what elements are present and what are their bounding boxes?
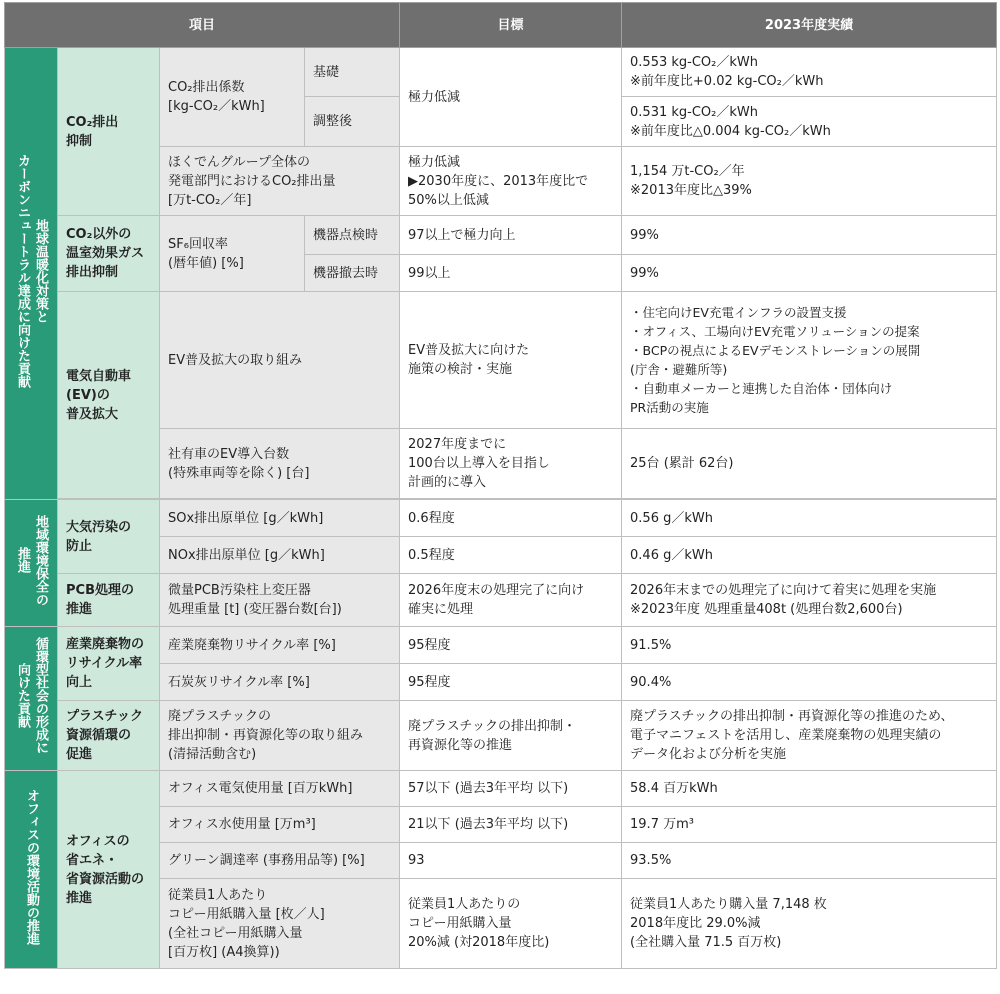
- table-row: [5, 574, 997, 627]
- sf6-inspect-target: 97以上で極力向上: [400, 216, 622, 255]
- table-row: [5, 701, 997, 771]
- co2-coef-target: 極力低減: [400, 48, 622, 147]
- elec-label: オフィス電気使用量 [百万kWh]: [160, 771, 400, 807]
- gypsum-result: 90.4%: [622, 664, 997, 701]
- green-target: 93: [400, 843, 622, 879]
- ev-car-label: 社有車のEV導入台数 (特殊車両等を除く) [台]: [160, 429, 400, 499]
- table-row: [5, 216, 997, 255]
- table-row: [5, 500, 997, 537]
- sub-waste: 産業廃棄物の リサイクル率 向上: [58, 627, 160, 701]
- co2-adj: 調整後: [305, 97, 400, 147]
- sub-ghg: CO₂以外の 温室効果ガス 排出抑制: [58, 216, 160, 292]
- plastic-target: 廃プラスチックの排出抑制・ 再資源化等の推進: [400, 701, 622, 771]
- sub-co2: CO₂排出 抑制: [58, 48, 160, 216]
- ev-car-result: 25台 (累計 62台): [622, 429, 997, 499]
- sox-target: 0.6程度: [400, 500, 622, 537]
- elec-target: 57以下 (過去3年平均 以下): [400, 771, 622, 807]
- table-row: [5, 292, 997, 429]
- co2-group-label: ほくでんグループ全体の 発電部門におけるCO₂排出量 [万t-CO₂／年]: [160, 147, 400, 216]
- co2-group-result: 1,154 万t-CO₂／年 ※2013年度比△39%: [622, 147, 997, 216]
- header-target: 目標: [400, 3, 622, 48]
- sf6-inspect: 機器点検時: [305, 216, 400, 255]
- environment-targets-table: [4, 2, 997, 969]
- water-label: オフィス水使用量 [万m³]: [160, 807, 400, 843]
- sf6-label: SF₆回収率 (暦年値) [%]: [160, 216, 305, 292]
- sub-air: 大気汚染の 防止: [58, 500, 160, 574]
- plastic-result: 廃プラスチックの排出抑制・再資源化等の推進のため、 電子マニフェストを活用し、産業廃棄物の処理実績の データ化および分析を実施: [622, 701, 997, 771]
- category-office: オフィスの環境活動の推進: [5, 771, 58, 969]
- sub-plastic: プラスチック 資源循環の 促進: [58, 701, 160, 771]
- category-climate: 地球温暖化対策と カーボンニュートラル達成に向けた貢献: [5, 48, 58, 500]
- table-row: [5, 771, 997, 807]
- elec-result: 58.4 百万kWh: [622, 771, 997, 807]
- green-label: グリーン調達率 (事務用品等) [%]: [160, 843, 400, 879]
- category-regional: 地域環境保全の 推進: [5, 500, 58, 627]
- waste-label: 産業廃棄物リサイクル率 [%]: [160, 627, 400, 664]
- paper-target: 従業員1人あたりの コピー用紙購入量 20%減 (対2018年度比): [400, 879, 622, 969]
- sox-result: 0.56 g／kWh: [622, 500, 997, 537]
- co2-base-result: 0.553 kg-CO₂／kWh ※前年度比+0.02 kg-CO₂／kWh: [622, 48, 997, 97]
- sub-ev: 電気自動車 (EV)の 普及拡大: [58, 292, 160, 499]
- co2-base: 基礎: [305, 48, 400, 97]
- paper-result: 従業員1人あたり購入量 7,148 枚 2018年度比 29.0%減 (全社購入量 71.5 百万枚): [622, 879, 997, 969]
- nox-result: 0.46 g／kWh: [622, 537, 997, 574]
- sox-label: SOx排出原単位 [g／kWh]: [160, 500, 400, 537]
- ev-effort-target: EV普及拡大に向けた 施策の検討・実施: [400, 292, 622, 429]
- green-result: 93.5%: [622, 843, 997, 879]
- sf6-remove: 機器撤去時: [305, 255, 400, 292]
- table-row: [5, 627, 997, 664]
- header-row: [5, 3, 997, 48]
- paper-label: 従業員1人あたり コピー用紙購入量 [枚／人] (全社コピー用紙購入量 [百万枚] (A4換算)): [160, 879, 400, 969]
- nox-target: 0.5程度: [400, 537, 622, 574]
- waste-target: 95程度: [400, 627, 622, 664]
- ev-effort-result: ・住宅向けEV充電インフラの設置支援 ・オフィス、工場向けEV充電ソリューションの提案 ・BCPの視点によるEVデモンストレーションの展開 (庁舎・避難所等) ・自動車メーカーと連携した自治体・団体向け PR活動の実施: [622, 292, 997, 429]
- pcb-target: 2026年度末の処理完了に向け 確実に処理: [400, 574, 622, 627]
- co2-coef-label: CO₂排出係数 [kg-CO₂／kWh]: [160, 48, 305, 147]
- gypsum-label: 石炭灰リサイクル率 [%]: [160, 664, 400, 701]
- pcb-label: 微量PCB汚染柱上変圧器 処理重量 [t] (変圧器台数[台]): [160, 574, 400, 627]
- sf6-inspect-result: 99%: [622, 216, 997, 255]
- water-target: 21以下 (過去3年平均 以下): [400, 807, 622, 843]
- sub-office: オフィスの 省エネ・ 省資源活動の 推進: [58, 771, 160, 969]
- sub-pcb: PCB処理の 推進: [58, 574, 160, 627]
- ev-car-target: 2027年度までに 100台以上導入を目指し 計画的に導入: [400, 429, 622, 499]
- co2-adj-result: 0.531 kg-CO₂／kWh ※前年度比△0.004 kg-CO₂／kWh: [622, 97, 997, 147]
- sf6-remove-target: 99以上: [400, 255, 622, 292]
- category-circular: 循環型社会の形成に 向けた貢献: [5, 627, 58, 771]
- co2-group-target: 極力低減 ▶2030年度に、2013年度比で 50%以上低減: [400, 147, 622, 216]
- ev-effort-label: EV普及拡大の取り組み: [160, 292, 400, 429]
- waste-result: 91.5%: [622, 627, 997, 664]
- water-result: 19.7 万m³: [622, 807, 997, 843]
- table-row: [5, 48, 997, 97]
- nox-label: NOx排出原単位 [g／kWh]: [160, 537, 400, 574]
- sf6-remove-result: 99%: [622, 255, 997, 292]
- header-item: 項目: [5, 3, 400, 48]
- header-result: 2023年度実績: [622, 3, 997, 48]
- pcb-result: 2026年末までの処理完了に向けて着実に処理を実施 ※2023年度 処理重量408t (処理台数2,600台): [622, 574, 997, 627]
- plastic-label: 廃プラスチックの 排出抑制・再資源化等の取り組み (清掃活動含む): [160, 701, 400, 771]
- gypsum-target: 95程度: [400, 664, 622, 701]
